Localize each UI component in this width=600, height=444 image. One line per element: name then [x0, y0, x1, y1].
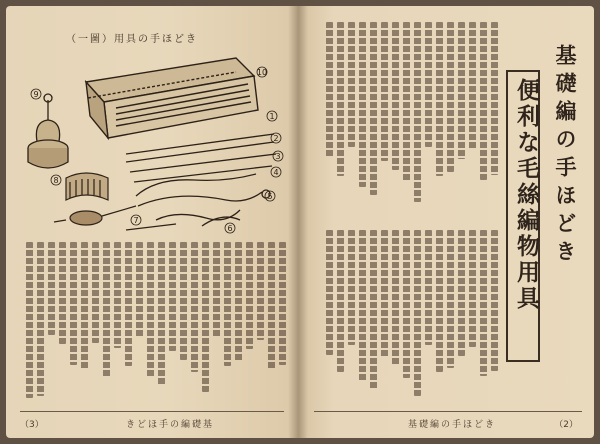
- text-line: [370, 230, 377, 390]
- footer-rule: [20, 411, 284, 412]
- text-line: [381, 230, 388, 358]
- page-number: （2）: [554, 420, 578, 430]
- text-line: [337, 230, 344, 372]
- fig-num-2: 2: [273, 134, 279, 143]
- text-line: [70, 242, 77, 365]
- text-line: [257, 242, 264, 340]
- text-line: [447, 22, 454, 172]
- text-line: [381, 22, 388, 161]
- text-line: [337, 22, 344, 176]
- text-line: [447, 230, 454, 368]
- text-line: [359, 22, 366, 187]
- page-number: （3）: [20, 420, 44, 430]
- fig-num-4: 4: [273, 168, 279, 177]
- text-line: [279, 242, 286, 365]
- fig-num-10: 10: [256, 68, 268, 77]
- text-line: [59, 242, 66, 344]
- book-spread: [6, 6, 594, 438]
- text-line: [326, 230, 333, 355]
- text-line: [158, 242, 165, 385]
- knitting-tools-illustration: [26, 50, 294, 236]
- text-line: [202, 242, 209, 392]
- right-page: [298, 6, 594, 438]
- text-line: [469, 22, 476, 150]
- text-line: [147, 242, 154, 377]
- fig-num-5: 5: [267, 192, 273, 201]
- text-line: [392, 22, 399, 170]
- text-line: [480, 22, 487, 180]
- text-line: [81, 242, 88, 370]
- text-line: [348, 22, 355, 147]
- fig-num-8: 8: [53, 176, 59, 185]
- text-line: [26, 242, 33, 398]
- section-heading: 基礎編の手ほどき: [553, 44, 577, 268]
- text-line: [458, 22, 465, 159]
- fig-num-7: 7: [133, 216, 139, 225]
- text-line: [425, 22, 432, 147]
- text-line: [169, 242, 176, 351]
- text-line: [414, 230, 421, 396]
- text-line: [370, 22, 377, 195]
- text-line: [414, 22, 421, 202]
- text-line: [491, 230, 498, 371]
- text-line: [213, 242, 220, 337]
- figure-caption: （一圖）用具の手ほどき: [66, 34, 198, 45]
- footer-rule: [314, 411, 582, 412]
- text-line: [246, 242, 253, 349]
- text-line: [180, 242, 187, 360]
- text-line: [436, 22, 443, 176]
- text-line: [125, 242, 132, 366]
- text-line: [326, 22, 333, 158]
- text-line: [458, 230, 465, 356]
- text-line: [92, 242, 99, 343]
- left-page: [6, 6, 298, 438]
- right-body-upper: [320, 22, 500, 212]
- text-line: [224, 242, 231, 366]
- text-line: [191, 242, 198, 372]
- fig-num-9: 9: [33, 90, 39, 99]
- text-line: [348, 230, 355, 345]
- fig-num-1: 1: [269, 112, 275, 121]
- text-line: [359, 230, 366, 382]
- text-line: [136, 242, 143, 337]
- text-line: [425, 230, 432, 345]
- fig-num-3: 3: [275, 152, 281, 161]
- text-line: [403, 22, 410, 182]
- text-line: [114, 242, 121, 348]
- text-line: [403, 230, 410, 378]
- fig-num-6: 6: [227, 224, 233, 233]
- text-line: [235, 242, 242, 362]
- text-line: [37, 242, 44, 396]
- right-body-lower: [320, 230, 500, 406]
- text-line: [268, 242, 275, 370]
- text-line: [103, 242, 110, 378]
- section-subheading: 便利な毛絲編物用具: [513, 78, 539, 312]
- text-line: [480, 230, 487, 376]
- text-line: [392, 230, 399, 366]
- running-title: きどほ手の編礎基: [126, 420, 215, 430]
- text-line: [48, 242, 55, 335]
- left-body-text: [20, 242, 288, 402]
- text-line: [436, 230, 443, 372]
- text-line: [469, 230, 476, 347]
- text-line: [491, 22, 498, 175]
- running-title: 基礎編の手ほどき: [408, 420, 497, 430]
